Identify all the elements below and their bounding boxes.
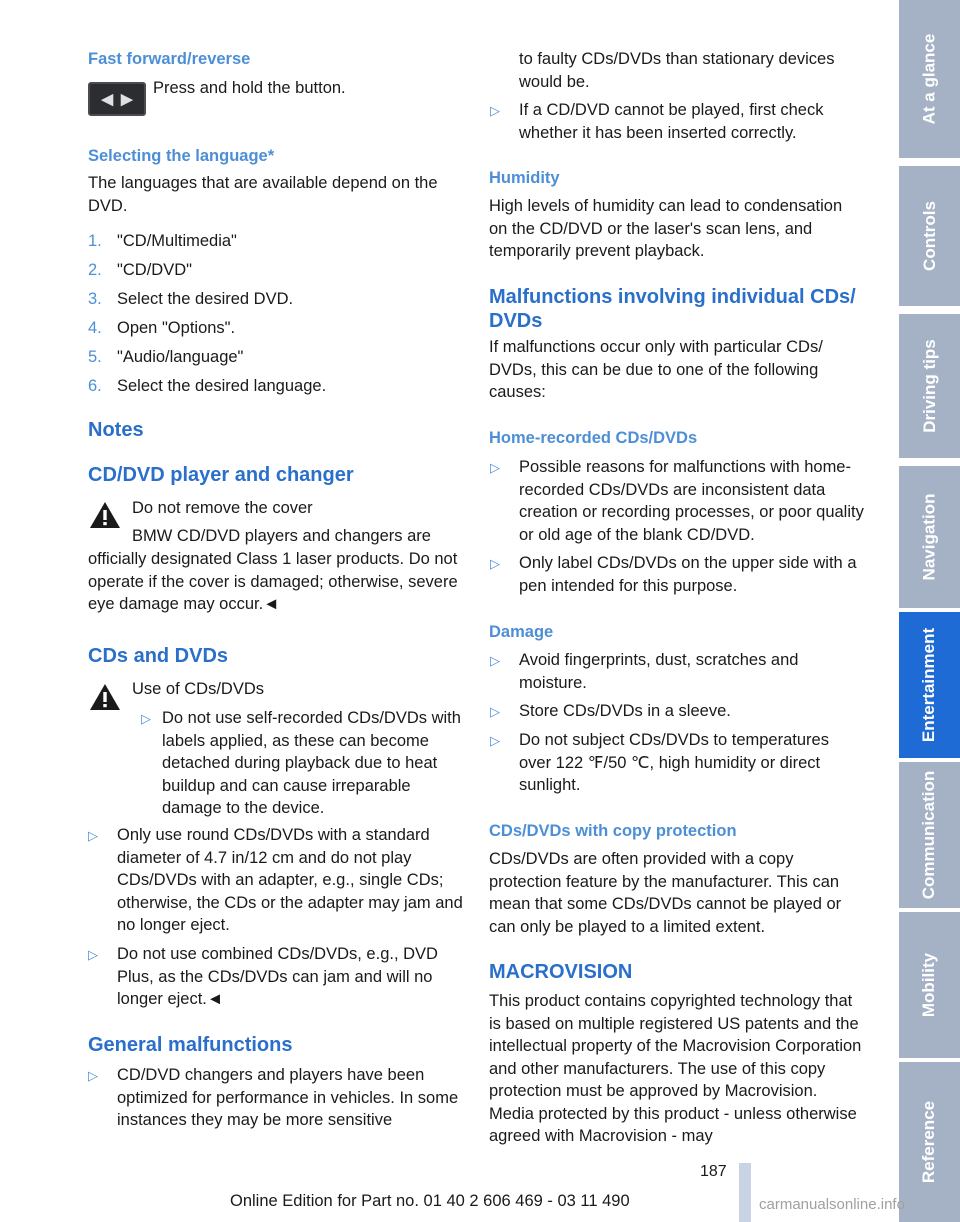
general-bullet: CD/DVD changers and players have been optimized for performance in vehicles. In some instances they may be more sensitive <box>117 1066 459 1129</box>
humidity-heading: Humidity <box>489 169 560 187</box>
warning-icon <box>88 682 122 712</box>
page-marker <box>739 1163 751 1222</box>
step-text: "Audio/language" <box>117 348 244 366</box>
ff-text: Press and hold the button. <box>153 79 346 97</box>
footer-text: Online Edition for Part no. 01 40 2 606 469 - 03 11 490 <box>230 1192 630 1210</box>
home-heading: Home-recorded CDs/DVDs <box>489 429 698 447</box>
tab-label: Controls <box>919 201 939 271</box>
forward-icon: ▶ <box>121 91 133 108</box>
damage-bullet-2: Store CDs/DVDs in a sleeve. <box>519 702 731 720</box>
bullet-icon: ▷ <box>88 1068 98 1083</box>
tab-label: Navigation <box>919 493 939 581</box>
cover-title: Do not remove the cover <box>132 499 313 517</box>
step-text: "CD/Multimedia" <box>117 232 237 250</box>
player-heading: CD/DVD player and changer <box>88 464 354 486</box>
bullet-icon: ▷ <box>490 103 500 118</box>
lang-intro: The languages that are available depend on the DVD. <box>88 174 438 215</box>
check-bullet: If a CD/DVD cannot be played, first check whether it has been inserted correctly. <box>519 101 824 142</box>
tab-mobility[interactable] <box>899 912 960 1058</box>
tab-label: Mobility <box>919 952 939 1018</box>
step-text: Open "Options". <box>117 319 236 337</box>
step-number: 6. <box>88 377 102 395</box>
tab-label: Reference <box>919 1100 939 1184</box>
bullet-icon: ▷ <box>490 653 500 668</box>
general-heading: General malfunctions <box>88 1034 293 1056</box>
tab-controls[interactable] <box>899 166 960 306</box>
notes-heading: Notes <box>88 419 144 441</box>
bullet-icon: ▷ <box>490 556 500 571</box>
tab-label: Entertainment <box>919 627 939 743</box>
step-number: 1. <box>88 232 102 250</box>
lang-heading: Selecting the language* <box>88 147 275 165</box>
tab-label: At a glance <box>919 33 939 125</box>
macro-heading: MACROVISION <box>489 961 633 983</box>
humidity-text: High levels of humidity can lead to condensation on the CD/DVD or the laser's scan lens, and temporarily prevent playback. <box>489 197 843 260</box>
tab-label: Communication <box>919 770 939 900</box>
use-bullet: Do not use self-recorded CDs/DVDs with labels applied, as these can become detached during playback due to heat buildup and can cause irreparable damage to the device. <box>162 709 461 817</box>
tab-entertainment[interactable] <box>899 612 960 758</box>
step-number: 3. <box>88 290 102 308</box>
bullet-icon: ▷ <box>490 460 500 475</box>
warning-icon <box>88 500 122 530</box>
ff-heading: Fast forward/reverse <box>88 50 251 68</box>
home-bullet-1: Possible reasons for malfunctions with home-recorded CDs/DVDs are inconsistent data creation or recording processes, or poor quality or old age of the blank CD/DVD. <box>519 458 864 544</box>
steps-list <box>88 230 464 400</box>
step-number: 5. <box>88 348 102 366</box>
tab-driving-tips[interactable] <box>899 314 960 458</box>
watermark: carmanualsonline.info <box>759 1196 905 1213</box>
malf-text: If malfunctions occur only with particular CDs/ DVDs, this can be due to one of the following causes: <box>489 338 823 401</box>
tab-reference[interactable] <box>899 1062 960 1222</box>
cont-text: to faulty CDs/DVDs than stationary devices would be. <box>519 50 835 91</box>
cd-bullet-2: Only use round CDs/DVDs with a standard diameter of 4.7 in/12 cm and do not play CDs/DVDs with an adapter, e.g., single CDs; otherwise, the CDs or the adapter may jam and no longer eject. <box>117 826 463 934</box>
tab-navigation[interactable] <box>899 466 960 608</box>
step-text: "CD/DVD" <box>117 261 192 279</box>
use-title: Use of CDs/DVDs <box>132 680 265 698</box>
home-bullet-2: Only label CDs/DVDs on the upper side with a pen intended for this purpose. <box>519 554 857 595</box>
step-number: 4. <box>88 319 102 337</box>
malf-heading: Malfunctions involving individual CDs/ DVDs <box>489 286 856 332</box>
page-number: 187 <box>700 1163 727 1180</box>
damage-heading: Damage <box>489 623 554 641</box>
bullet-icon: ▷ <box>88 828 98 843</box>
macro-text: This product contains copyrighted technology that is based on multiple registered US patents and the intellectual property of the Macrovision Corporation and other manufacturers. The use of this copy protection must be approved by Macrovision. Media protected by this product - unless otherwise agreed with Macrovision - may <box>489 992 862 1145</box>
step-number: 2. <box>88 261 102 279</box>
tab-communication[interactable] <box>899 762 960 908</box>
step-text: Select the desired DVD. <box>117 290 294 308</box>
copy-text: CDs/DVDs are often provided with a copy protection feature by the manufacturer. This can mean that some CDs/DVDs cannot be played or can only be played to a limited extent. <box>489 850 842 936</box>
bullet-icon: ▷ <box>490 733 500 748</box>
bullet-icon: ▷ <box>88 947 98 962</box>
fast-forward-reverse-button <box>88 82 146 116</box>
tab-label: Driving tips <box>919 339 939 433</box>
chapter-sidebar <box>899 0 960 1222</box>
damage-bullet-1: Avoid fingerprints, dust, scratches and moisture. <box>519 651 799 692</box>
bullet-icon: ▷ <box>490 704 500 719</box>
rewind-icon: ◀ <box>101 91 113 108</box>
step-text: Select the desired language. <box>117 377 327 395</box>
bullet-icon: ▷ <box>141 711 151 726</box>
cds-heading: CDs and DVDs <box>88 645 229 667</box>
damage-bullet-3: Do not subject CDs/DVDs to temperatures over 122 ℉/50 ℃, high humidity or direct sunlight. <box>519 731 829 794</box>
cd-bullet-3: Do not use combined CDs/DVDs, e.g., DVD Plus, as the CDs/DVDs can jam and will no longer eject.◄ <box>117 945 438 1008</box>
tab-at-a-glance[interactable] <box>899 0 960 158</box>
cover-line1: BMW CD/DVD players and changers are <box>132 527 431 545</box>
cover-text: officially designated Class 1 laser products. Do not operate if the cover is damaged; otherwise, severe eye damage may occur.◄ <box>88 550 458 613</box>
copy-heading: CDs/DVDs with copy protection <box>489 822 737 840</box>
